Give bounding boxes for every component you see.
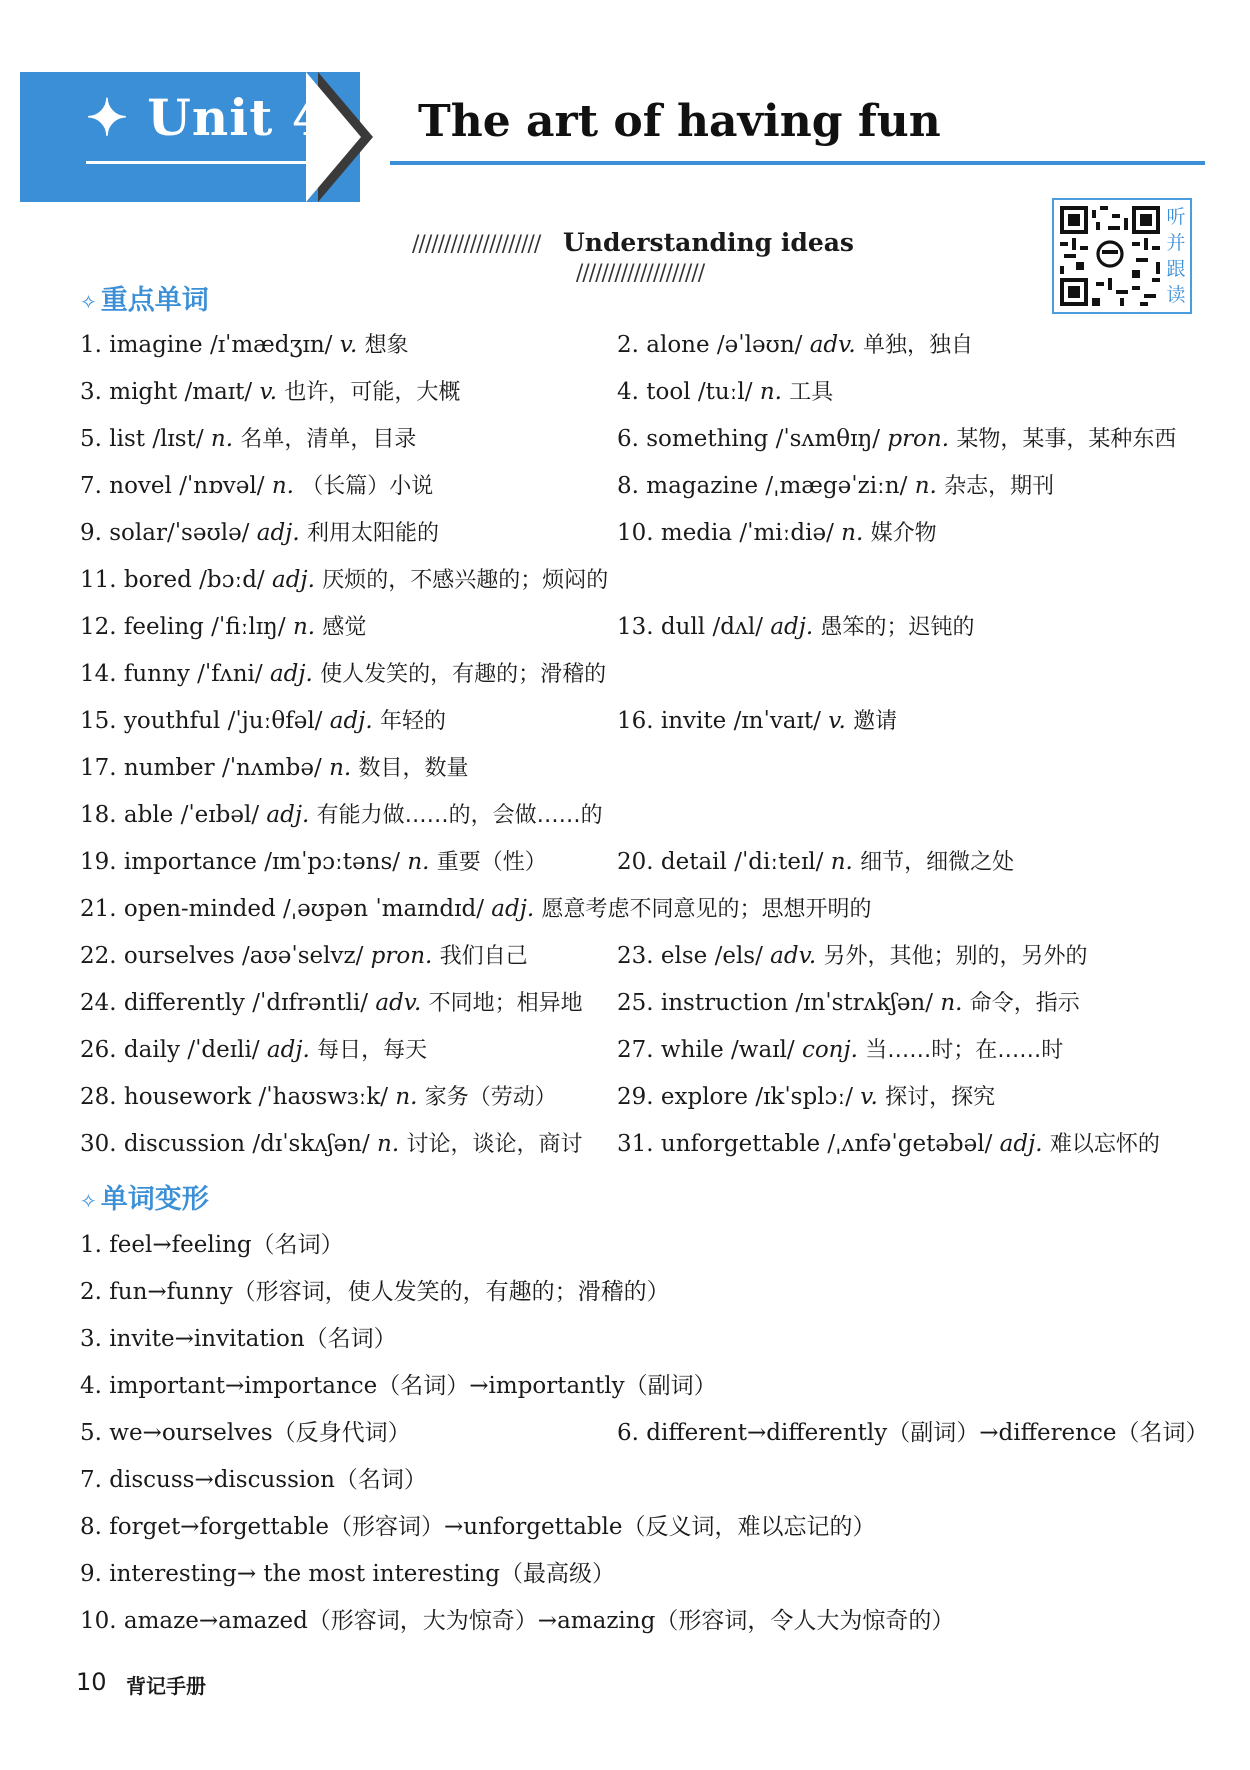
vocab-entry	[617, 1082, 995, 1113]
word-form-entry: 7. discuss→discussion（名词）	[80, 1467, 427, 1493]
part-of-speech: adv.	[375, 990, 422, 1016]
vocab-word: 21. open-minded /ˌəʊpən ˈmaɪndɪd/	[80, 896, 484, 922]
vocab-meaning: 愚笨的；迟钝的	[820, 615, 975, 640]
vocab-word: 27. while /waɪl/	[617, 1037, 795, 1063]
part-of-speech: adj.	[999, 1131, 1043, 1157]
hatch-left: ////////////////////	[412, 232, 541, 257]
vocab-meaning: 感觉	[322, 615, 367, 640]
part-of-speech: adj.	[269, 661, 313, 687]
vocab-meaning: 邀请	[853, 709, 898, 734]
part-of-speech: pron.	[370, 943, 433, 969]
vocab-meaning: 细节，细微之处	[860, 850, 1015, 875]
part-of-speech: adj.	[329, 708, 373, 734]
part-of-speech: n.	[292, 614, 316, 640]
header-rule	[390, 161, 1205, 165]
vocab-heading	[80, 278, 209, 317]
vocab-meaning: 另外，其他；别的，另外的	[823, 944, 1088, 969]
sparkle-icon: ✧	[80, 1189, 97, 1213]
vocab-word: 2. alone /əˈləʊn/	[617, 332, 803, 358]
vocab-word: 13. dull /dʌl/	[617, 614, 764, 640]
vocab-meaning: 单独，独自	[863, 333, 974, 358]
part-of-speech: v.	[860, 1084, 878, 1110]
vocab-word: 15. youthful /ˈjuːθfəl/	[80, 708, 323, 734]
vocab-word: 24. differently /ˈdɪfrəntli/	[80, 990, 369, 1016]
part-of-speech: n.	[940, 990, 963, 1016]
vocab-entry	[80, 471, 433, 502]
vocab-meaning: 某物，某事，某种东西	[956, 427, 1177, 452]
vocab-meaning: 家务（劳动）	[424, 1085, 557, 1110]
vocab-word: 12. feeling /ˈfiːlɪŋ/	[80, 614, 286, 640]
word-form-entry: 1. feel→feeling（名词）	[80, 1232, 344, 1258]
part-of-speech: n.	[914, 473, 937, 499]
vocab-entry	[80, 330, 409, 361]
vocab-word: 7. novel /ˈnɒvəl/	[80, 473, 265, 499]
part-of-speech: n.	[830, 849, 853, 875]
vocab-meaning: 数目，数量	[358, 756, 469, 781]
vocab-entry	[80, 941, 528, 972]
forms-heading	[80, 1177, 209, 1216]
vocab-entry	[80, 894, 872, 925]
qr-audio-box[interactable]	[1052, 198, 1192, 314]
vocab-entry	[617, 1035, 1063, 1066]
vocab-entry	[80, 800, 603, 831]
unit-underline	[86, 161, 326, 164]
vocab-entry	[617, 1129, 1160, 1160]
vocab-word: 19. importance /ɪmˈpɔːtəns/	[80, 849, 401, 875]
vocab-word: 23. else /els/	[617, 943, 763, 969]
vocab-entry	[617, 377, 833, 408]
word-form-entry: 9. interesting→ the most interesting（最高级）	[80, 1561, 615, 1587]
vocab-entry	[80, 988, 583, 1019]
vocab-entry	[617, 518, 937, 549]
vocab-word: 1. imagine /ɪˈmædʒɪn/	[80, 332, 333, 358]
vocab-entry	[80, 518, 439, 549]
part-of-speech: n.	[759, 379, 782, 405]
vocab-word: 28. housework /ˈhaʊswɜːk/	[80, 1084, 389, 1110]
vocab-meaning: 杂志，期刊	[944, 474, 1055, 499]
vocab-entry	[80, 612, 366, 643]
vocab-meaning: 名单，清单，目录	[240, 427, 417, 452]
vocab-word: 3. might /maɪt/	[80, 379, 253, 405]
vocab-meaning: 工具	[789, 380, 834, 405]
vocab-word: 6. something /ˈsʌmθɪŋ/	[617, 426, 881, 452]
vocab-word: 4. tool /tuːl/	[617, 379, 753, 405]
part-of-speech: v.	[259, 379, 278, 405]
vocab-word: 30. discussion /dɪˈskʌʃən/	[80, 1131, 370, 1157]
part-of-speech: adj.	[491, 896, 535, 922]
vocab-entry	[617, 424, 1176, 455]
vocab-word: 8. magazine /ˌmægəˈziːn/	[617, 473, 908, 499]
vocab-meaning: 探讨，探究	[885, 1085, 996, 1110]
part-of-speech: adj.	[770, 614, 814, 640]
vocab-word: 11. bored /bɔːd/	[80, 567, 265, 593]
section-title-text: Understanding ideas	[562, 228, 854, 257]
vocab-word: 26. daily /ˈdeɪli/	[80, 1037, 260, 1063]
qr-label	[1164, 204, 1188, 308]
part-of-speech: adj.	[266, 802, 310, 828]
word-form-entry: 8. forget→forgettable（形容词）→unforgettable（反义词，难以忘记的）	[80, 1514, 876, 1540]
vocab-word: 14. funny /ˈfʌni/	[80, 661, 263, 687]
vocab-meaning: 当……时；在……时	[865, 1038, 1064, 1063]
vocab-word: 9. solar/ˈsəʊlə/	[80, 520, 250, 546]
word-form-entry: 4. important→importance（名词）→importantly（副词）	[80, 1373, 717, 1399]
vocab-word: 5. list /lɪst/	[80, 426, 204, 452]
qr-code-icon[interactable]	[1060, 206, 1160, 306]
vocab-meaning: 每日，每天	[317, 1038, 428, 1063]
vocab-meaning: 讨论，谈论，商讨	[406, 1132, 583, 1157]
hatch-right: ////////////////////	[575, 261, 705, 286]
vocab-meaning: 使人发笑的，有趣的；滑稽的	[320, 662, 607, 687]
vocab-word: 31. unforgettable /ˌʌnfəˈgetəbəl/	[617, 1131, 993, 1157]
vocab-entry	[617, 988, 1080, 1019]
vocab-entry	[80, 1129, 582, 1160]
qr-label-char: 并	[1166, 232, 1186, 254]
vocab-meaning: 年轻的	[379, 709, 446, 734]
qr-label-char: 跟	[1166, 258, 1186, 280]
vocab-word: 16. invite /ɪnˈvaɪt/	[617, 708, 821, 734]
part-of-speech: n.	[395, 1084, 418, 1110]
vocab-word: 17. number /ˈnʌmbə/	[80, 755, 322, 781]
vocab-entry	[617, 471, 1054, 502]
part-of-speech: adj.	[272, 567, 315, 593]
vocab-entry	[80, 377, 460, 408]
part-of-speech: n.	[210, 426, 234, 452]
vocab-meaning: 重要（性）	[436, 850, 547, 875]
part-of-speech: v.	[339, 332, 358, 358]
vocab-meaning: 想象	[364, 333, 409, 358]
vocab-entry	[80, 753, 469, 784]
vocab-word: 25. instruction /ɪnˈstrʌkʃən/	[617, 990, 933, 1016]
word-form-entry: 3. invite→invitation（名词）	[80, 1326, 397, 1352]
vocab-word: 20. detail /ˈdiːteɪl/	[617, 849, 824, 875]
footer-label: 背记手册	[126, 1674, 206, 1698]
vocab-word: 29. explore /ɪkˈsplɔː/	[617, 1084, 853, 1110]
word-form-entry: 10. amaze→amazed（形容词，大为惊奇）→amazing（形容词，令人大为惊奇的）	[80, 1608, 955, 1634]
page-number: 10	[76, 1668, 107, 1696]
vocab-meaning: 难以忘怀的	[1049, 1132, 1160, 1157]
vocab-entry	[617, 941, 1088, 972]
vocab-meaning: 有能力做……的，会做……的	[316, 803, 603, 828]
vocab-word: 18. able /ˈeɪbəl/	[80, 802, 260, 828]
vocab-entry	[80, 659, 606, 690]
section-title	[350, 228, 930, 286]
vocab-meaning: 也许，可能，大概	[284, 380, 461, 405]
part-of-speech: adj.	[266, 1037, 310, 1063]
vocab-heading-text: 重点单词	[100, 285, 209, 316]
forms-heading-text: 单词变形	[100, 1184, 209, 1215]
vocab-word: 10. media /ˈmiːdiə/	[617, 520, 834, 546]
word-form-entry: 6. different→differently（副词）→difference（名词）	[617, 1420, 1209, 1446]
vocab-entry	[80, 565, 608, 596]
word-form-entry: 5. we→ourselves（反身代词）	[80, 1420, 411, 1446]
part-of-speech: conj.	[801, 1037, 858, 1063]
vocab-entry	[617, 612, 975, 643]
vocab-meaning: 利用太阳能的	[306, 521, 439, 546]
page-title: The art of having fun	[418, 96, 941, 147]
vocab-entry	[80, 424, 416, 455]
part-of-speech: pron.	[887, 426, 950, 452]
word-form-entry: 2. fun→funny（形容词，使人发笑的，有趣的；滑稽的）	[80, 1279, 670, 1305]
part-of-speech: n.	[407, 849, 430, 875]
part-of-speech: adv.	[770, 943, 817, 969]
part-of-speech: n.	[841, 520, 864, 546]
vocab-meaning: 厌烦的，不感兴趣的；烦闷的	[322, 568, 609, 593]
qr-label-char: 读	[1166, 284, 1186, 306]
sparkle-icon: ✧	[80, 290, 97, 314]
vocab-entry	[80, 1082, 557, 1113]
part-of-speech: adv.	[809, 332, 856, 358]
part-of-speech: n.	[377, 1131, 400, 1157]
vocab-meaning: 命令，指示	[969, 991, 1080, 1016]
part-of-speech: n.	[271, 473, 294, 499]
vocab-entry	[80, 1035, 427, 1066]
vocab-entry	[80, 847, 547, 878]
vocab-meaning: 不同地；相异地	[428, 991, 583, 1016]
vocab-entry	[617, 847, 1014, 878]
vocab-meaning: 愿意考虑不同意见的；思想开明的	[541, 897, 872, 922]
unit-label: ✦ Unit 4	[86, 88, 328, 147]
part-of-speech: v.	[828, 708, 846, 734]
vocab-meaning: 我们自己	[439, 944, 528, 969]
vocab-meaning: 媒介物	[870, 521, 937, 546]
vocab-entry	[617, 330, 973, 361]
vocab-entry	[80, 706, 446, 737]
part-of-speech: adj.	[256, 520, 300, 546]
vocab-meaning: （长篇）小说	[301, 474, 434, 499]
part-of-speech: n.	[329, 755, 352, 781]
vocab-entry	[617, 706, 897, 737]
vocab-word: 22. ourselves /aʊəˈselvz/	[80, 943, 364, 969]
qr-label-char: 听	[1166, 206, 1186, 228]
